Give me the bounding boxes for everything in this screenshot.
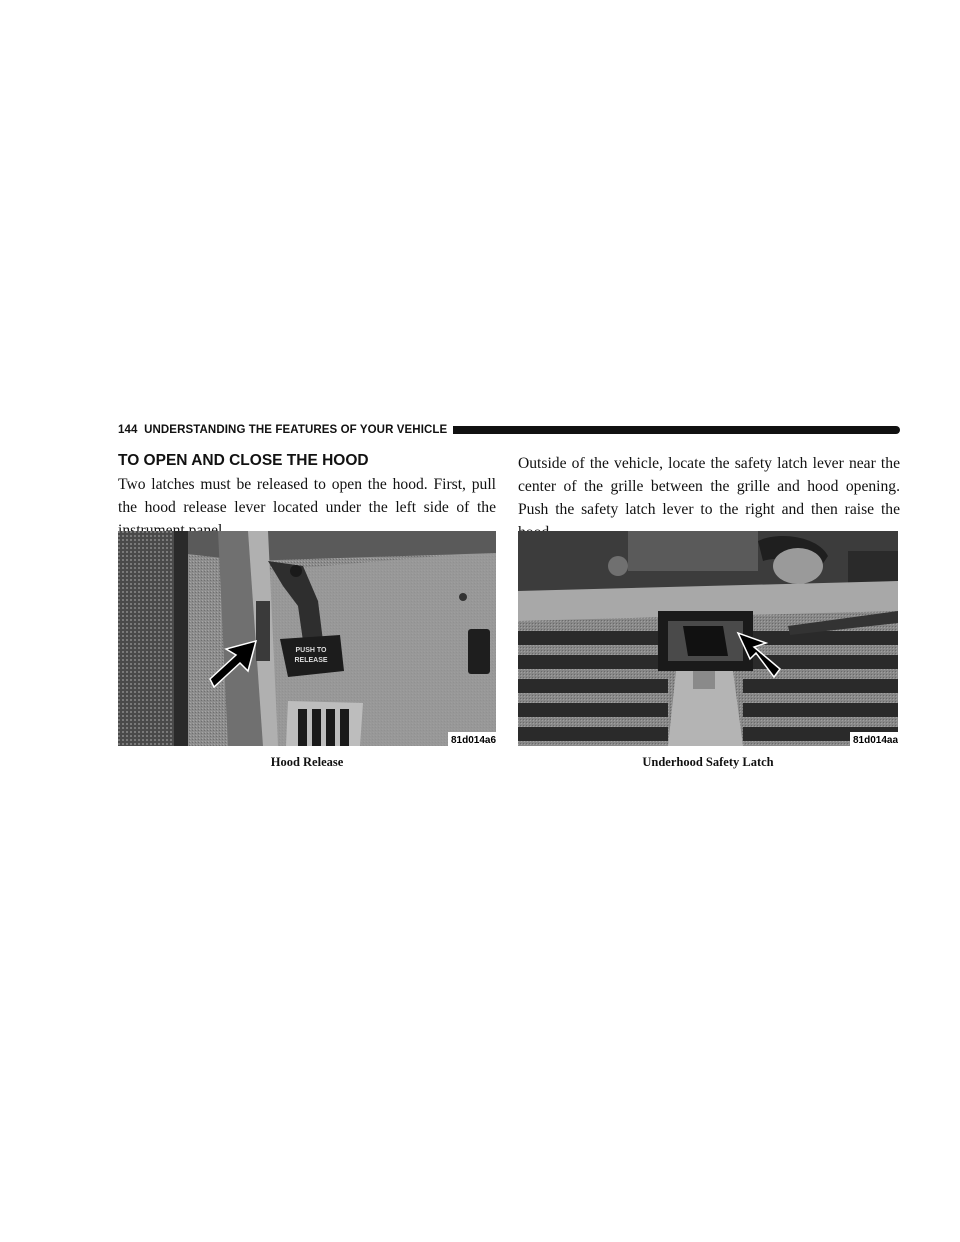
hood-release-photo	[118, 531, 496, 746]
header-section-title: UNDERSTANDING THE FEATURES OF YOUR VEHICLE	[144, 424, 448, 436]
safety-latch-illustration	[518, 531, 898, 746]
header-rule	[453, 426, 900, 434]
lever-label-line2: RELEASE	[294, 657, 328, 664]
lever-label-line1: PUSH TO	[295, 647, 327, 654]
section-title: TO OPEN AND CLOSE THE HOOD	[118, 452, 369, 469]
hood-release-illustration	[118, 531, 496, 746]
caption-safety-latch: Underhood Safety Latch	[642, 755, 774, 769]
running-header	[118, 423, 900, 437]
header-text	[118, 424, 453, 436]
caption-hood-release: Hood Release	[270, 755, 344, 769]
paragraph-safety-latch: Outside of the vehicle, locate the safety latch lever near the center of the grille between the grille and hood opening. Push the safety latch lever to the right and then raise the	[518, 455, 900, 518]
paragraph-hood-release: Two latches must be released to open the hood. First, pull the hood release lever located under the left side of the	[118, 476, 496, 516]
figure-code-left: 81d014a6	[451, 735, 496, 746]
safety-latch-photo	[518, 531, 898, 746]
page-number: 144	[118, 424, 138, 436]
figure-code-right: 81d014aa	[853, 735, 898, 746]
